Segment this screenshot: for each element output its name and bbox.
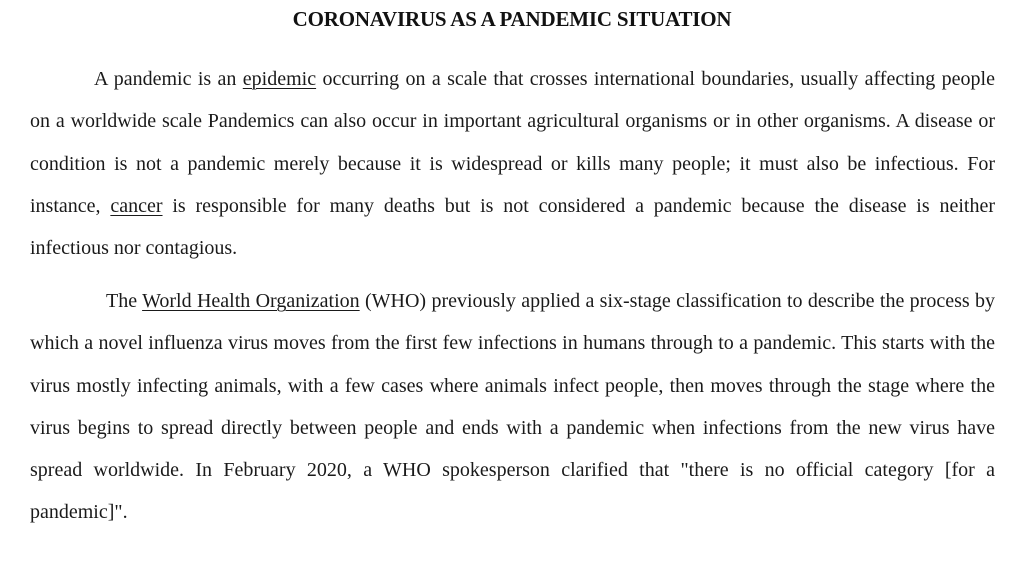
paragraph-text: occurring on a scale that crosses international boundaries, usually affecting people on a worldwide scale Pandemics can also occur in important agricultural organisms or in other organisms. A disease or condition is not a pandemic merely because it is widespread or kills many people; it must also be infectious. For instance, — [30, 68, 995, 217]
paragraph-text: (WHO) previously applied a six-stage classification to describe the process by which a novel influenza virus moves from the first few infections in humans through to a pandemic. This starts with the virus mostly infecting animals, with a few cases where animals infect people, then moves through the stage where the virus begins to spread directly between people and ends with a pandemic when infections from the new virus have spread worldwide. In February 2020, a WHO spokesperson clarified that "there is no official category [for a pandemic]". — [30, 290, 995, 524]
paragraph-who-classification — [30, 280, 995, 534]
page-title: CORONAVIRUS AS A PANDEMIC SITUATION — [292, 7, 732, 31]
paragraph-text: A pandemic is an — [94, 68, 243, 90]
paragraph-text: The — [106, 290, 143, 312]
who-link[interactable]: World Health Organization — [142, 290, 360, 312]
paragraph-pandemic-definition — [30, 58, 995, 269]
paragraph-text: is responsible for many deaths but is not considered a pandemic because the disease is neither infectious nor contagious. — [30, 194, 995, 260]
cancer-link[interactable]: cancer — [110, 194, 163, 217]
epidemic-link[interactable]: epidemic — [242, 68, 317, 90]
